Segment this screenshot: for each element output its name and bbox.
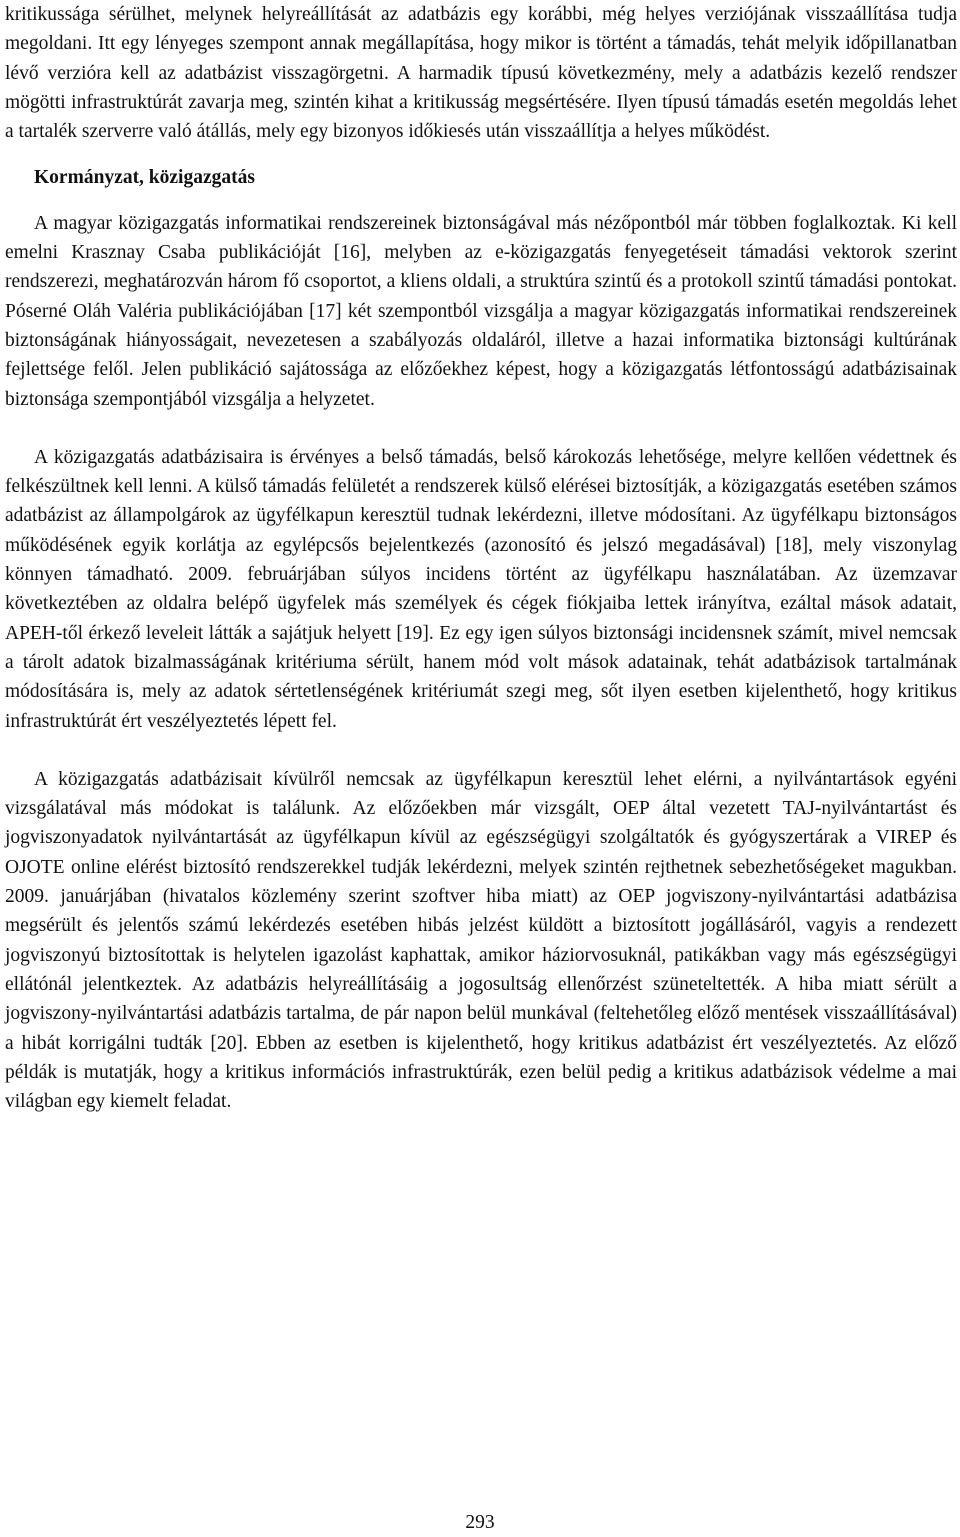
- document-page: [5, 0, 957, 1116]
- paragraph-continuation: kritikussága sérülhet, melynek helyreállítását az adatbázis egy korábbi, még helyes verziójának visszaállítása tudja megoldani. Itt egy lényeges szempont annak megállapítása, hogy mikor is történt a támadás, tehát melyik időpillanatban lévő verzióra kell az adatbázist visszagörgetni. A harmadik típusú következmény, mely a adatbázis kezelő rendszer mögötti infrastruktúrát zavarja meg, szintén kihat a kritikusság megsértésére. Ilyen típusú támadás esetén megoldás lehet a tartalék szerverre való átállás, mely egy bizonyos időkiesés után visszaállítja a helyes működést.: [5, 4, 957, 143]
- section-heading: Kormányzat, közigazgatás: [34, 167, 255, 189]
- paragraph-external-access: A közigazgatás adatbázisait kívülről nemcsak az ügyfélkapun keresztül lehet elérni, a nyilvántartások egyéni vizsgálatával más módokat is találunk. Az előzőekben már vizsgált, OEP által vezetett TAJ-nyilvántartást és jogviszonyadatok nyilvántartását az ügyfélkapun kívül az egészségügyi szolgáltatók és gyógyszertárak a VIREP és OJOTE online elérést biztosító rendszerekkel tudják lekérdezni, melyek szintén rejthetnek sebezhetőségeket magukban. 2009. januárjában (hivatalos közlemény szerint szoftver hiba miatt) az OEP jogviszony-nyilvántartási adatbázisa megsérült és jelentős számú lekérdezés esetében hibás jelzést küldött a biztosított jogállásáról, vagyis a rendezett jogviszonyú biztosítottak is helytelen igazolást kaphattak, amikor háziorvosuknál, patikákban vagy más egészségügyi ellátónál jelentkeztek. Az adatbázis helyreállításáig a jogosultság ellenőrzést szüneteltették. A hiba miatt sérült a jogviszony-nyilvántartási adatbázis tartalma, de pár napon belül munkával (feltehetőleg előző mentések visszaállításával) a hibát korrigálni tudták [20]. Ebben az esetben is kijelenthető, hogy kritikus adatbázist ért veszélyeztetés. Az előző példák is mutatják, hogy a kritikus információs infrastruktúrák, ezen belül pedig a kritikus adatbázisok védelme a mai világban egy kiemelt feladat.: [5, 768, 957, 1113]
- paragraph-prior-research: A magyar közigazgatás informatikai rendszereinek biztonságával más nézőpontból már többen foglalkoztak. Ki kell emelni Krasznay Csaba publikációját [16], melyben az e-közigazgatás fenyegetéseit támadási vektorok szerint rendszerezi, meghatározván három fő csoportot, a kliens oldali, a struktúra szintű és a protokoll szintű támadási pontokat. Póserné Oláh Valéria publikációjában [17] két szempontból vizsgálja a magyar közigazgatás informatikai rendszereinek biztonságának hiányosságait, nevezetesen a szabályozás oldaláról, illetve a hazai informatika biztonsági kultúrának fejlettsége felől. Jelen publikáció sajátossága az előzőekhez képest, hogy a közigazgatás létfontosságú adatbázisainak biztonsága szempontjából vizsgálja a helyzetet.: [5, 212, 957, 410]
- paragraph-client-gate: A közigazgatás adatbázisaira is érvényes a belső támadás, belső károkozás lehetősége, melyre kellően védettnek és felkészültnek kell lenni. A külső támadás felületét a rendszerek külső elérései biztosítják, a közigazgatás esetében számos adatbázist az állampolgárok az ügyfélkapun keresztül tudnak lekérdezni, illetve módosítani. Az ügyfélkapu biztonságos működésének egyik korlátja az egylépcsős bejelentkezés (azonosító és jelszó megadásával) [18], mely viszonylag könnyen támadható. 2009. februárjában súlyos incidens történt az ügyfélkapu használatában. Az üzemzavar következtében az oldalra belépő ügyfelek más személyek és cégek fiókjaiba lettek irányítva, ezáltal mások adatait, APEH-től érkező leveleit látták a sajátjuk helyett [19]. Ez egy igen súlyos biztonsági incidensnek számít, mivel nemcsak a tárolt adatok bizalmasságának kritériuma sérült, hanem mód volt mások adatainak, tehát adatbázisok tartalmának módosítására is, mely az adatok sértetlenségének kritériumát szegi meg, sőt ilyen esetben kijelenthető, hogy kritikus infrastruktúrát ért veszélyeztetés lépett fel.: [5, 446, 957, 732]
- page-number: 293: [465, 1512, 495, 1533]
